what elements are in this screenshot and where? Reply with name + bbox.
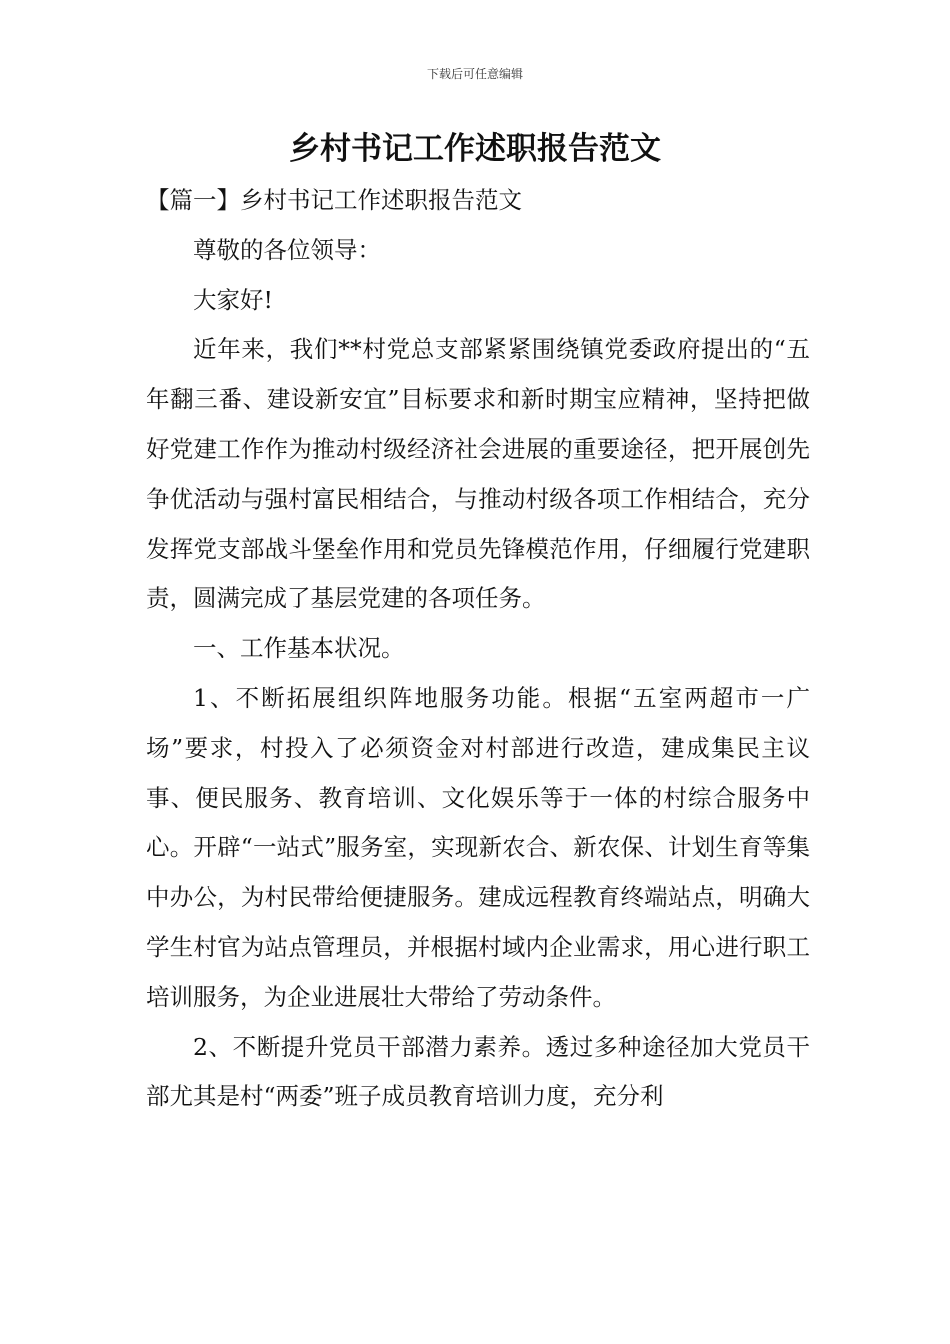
paragraph-section-heading: 【篇一】乡村书记工作述职报告范文 [146,186,522,214]
paragraph-greeting: 大家好! [193,285,273,314]
paragraph-item-2: 2、不断提升党员干部潜力素养。透过多种途径加大党员干部尤其是村“两委”班子成员教育培训力度，充分利 [146,1032,810,1111]
header-note: 下载后可任意编辑 [426,67,523,81]
paragraph-item-1: 1、不断拓展组织阵地服务功能。根据“五室两超市一广场”要求，村投入了必须资金对村部进行改造，建成集民主议事、便民服务、教育培训、文化娱乐等于一体的村综合服务中心。开辟“一站式”服务室，实现新农合、新农保、计划生育等集中办公，为村民带给便捷服务。建成远程教育终端站点，明确大学生村官为站点管理员，并根据村域内企业需求，用心进行职工培训服务，为企业进展壮大带给了劳动条件。 [146,683,810,1011]
document-body [146,176,810,1122]
paragraph-subheading: 一、工作基本状况。 [193,634,405,663]
paragraph-intro: 近年来，我们**村党总支部紧紧围绕镇党委政府提出的“五年翻三番、建设新安宜”目标要求和新时期宝应精神，坚持把做好党建工作作为推动村级经济社会进展的重要途径，把开展创先争优活动与强村富民相结合，与推动村级各项工作相结合，充分发挥党支部战斗堡垒作用和党员先锋模范作用，仔细履行党建职责，圆满完成了基层党建的各项任务。 [146,335,810,613]
paragraph-salutation: 尊敬的各位领导： [193,235,381,264]
document-title: 乡村书记工作述职报告范文 [289,131,661,167]
